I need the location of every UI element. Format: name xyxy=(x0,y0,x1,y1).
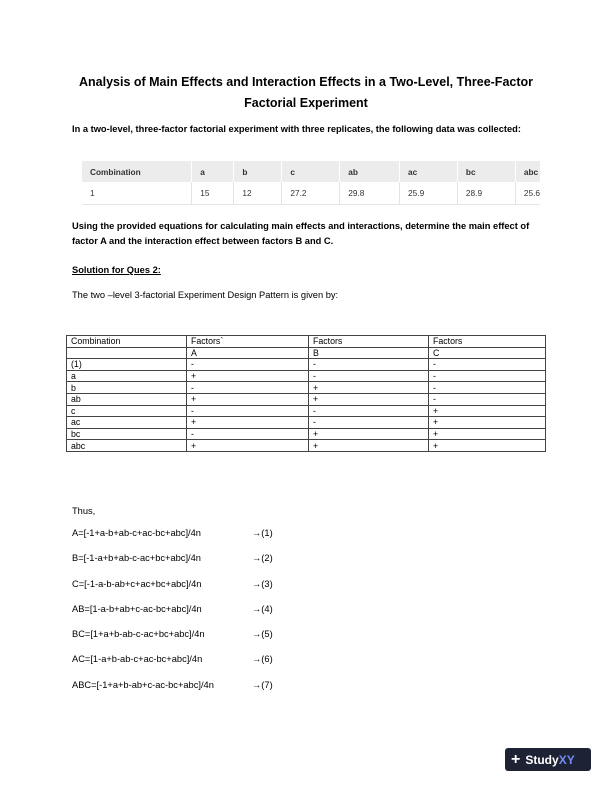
equation-text: BC=[1+a+b-ab-c-ac+bc+abc]/4n xyxy=(72,629,205,640)
design-table-row xyxy=(67,393,546,405)
design-table-cell: ac xyxy=(67,417,187,429)
design-table-cell: - xyxy=(309,405,429,417)
equation-ref: →(2) xyxy=(252,553,273,564)
design-table-cell: Factors` xyxy=(187,336,309,348)
design-table-row xyxy=(67,359,546,371)
equation-ref: →(4) xyxy=(252,603,273,614)
intro-text: In a two-level, three-factor factorial experiment with three replicates, the following data was collected: xyxy=(72,124,521,134)
thus-text: Thus, xyxy=(72,506,96,516)
design-table-cell: C xyxy=(429,347,546,359)
design-table-cell: (1) xyxy=(67,359,187,371)
equation-text: A=[-1+a-b+ab-c+ac-bc+abc]/4n xyxy=(72,528,201,538)
data-table-cell: 28.9 xyxy=(457,182,515,205)
design-table-cell: + xyxy=(309,393,429,405)
design-table-cell: + xyxy=(429,440,546,452)
studyxy-logo xyxy=(505,748,591,771)
design-table-cell: + xyxy=(309,440,429,452)
design-table-row xyxy=(67,417,546,429)
data-table-header: a xyxy=(192,161,234,182)
data-table-cell: 25.6 xyxy=(515,182,540,205)
equation-ref: →(7) xyxy=(252,679,273,690)
design-table-row xyxy=(67,405,546,417)
design-table-cell: - xyxy=(429,359,546,371)
equation-text: B=[-1-a+b+ab-c-ac+bc+abc]/4n xyxy=(72,553,201,564)
design-table-cell: + xyxy=(309,382,429,394)
design-table-cell: ab xyxy=(67,393,187,405)
data-table-header-row xyxy=(82,161,540,182)
equation-text: AB=[1-a-b+ab+c-ac-bc+abc]/4n xyxy=(72,603,202,614)
design-table-cell: - xyxy=(309,359,429,371)
design-table-cell: c xyxy=(67,405,187,417)
data-table-cell: 1 xyxy=(82,182,192,205)
data-table-cell: 25.9 xyxy=(400,182,458,205)
design-table-cell: - xyxy=(429,393,546,405)
design-table-cell: + xyxy=(429,405,546,417)
design-table-cell: + xyxy=(429,417,546,429)
design-intro-text: The two –level 3-factorial Experiment Design Pattern is given by: xyxy=(72,290,339,300)
design-table-cell: Combination xyxy=(67,336,187,348)
data-table-cell: 27.2 xyxy=(282,182,340,205)
equation-text: AC=[1-a+b-ab-c+ac-bc+abc]/4n xyxy=(72,654,203,665)
equation-text: ABC=[-1+a+b-ab+c-ac-bc+abc]/4n xyxy=(72,679,214,690)
design-table-cell: - xyxy=(309,417,429,429)
design-table-cell: + xyxy=(187,370,309,382)
design-table-row xyxy=(67,382,546,394)
design-table-cell: + xyxy=(187,393,309,405)
design-table-header-row xyxy=(67,336,546,348)
data-table-cell: 12 xyxy=(234,182,282,205)
design-table-cell: + xyxy=(309,428,429,440)
data-table-header: b xyxy=(234,161,282,182)
page-title: Analysis of Main Effects and Interaction Effects in a Two-Level, Three-Factor Factorial Experiment xyxy=(78,75,534,110)
design-table-cell: - xyxy=(429,370,546,382)
design-table-row xyxy=(67,370,546,382)
equation-ref: →(3) xyxy=(252,578,273,589)
data-table-cell: 29.8 xyxy=(340,182,400,205)
design-table-cell: bc xyxy=(67,428,187,440)
design-table-cell: A xyxy=(187,347,309,359)
logo-text: StudyXY xyxy=(525,752,575,767)
equation-text: C=[-1-a-b-ab+c+ac+bc+abc]/4n xyxy=(72,578,202,589)
design-table-cell: b xyxy=(67,382,187,394)
plus-icon: + xyxy=(511,750,521,768)
design-table-row xyxy=(67,428,546,440)
data-table-header: c xyxy=(282,161,340,182)
data-table-header: Combination xyxy=(82,161,192,182)
design-table-cell: - xyxy=(309,370,429,382)
solution-heading: Solution for Ques 2: xyxy=(72,265,161,275)
data-table-header: bc xyxy=(457,161,515,182)
data-table xyxy=(82,161,540,205)
design-table-cell: Factors xyxy=(429,336,546,348)
design-table-cell xyxy=(67,347,187,359)
data-table-header: abc xyxy=(515,161,540,182)
question-text: Using the provided equations for calculating main effects and interactions, determine the main effect of factor A and the interaction effect between factors B and C. xyxy=(72,221,530,246)
design-table-cell: - xyxy=(429,382,546,394)
design-table-cell: a xyxy=(67,370,187,382)
design-table-cell: + xyxy=(187,417,309,429)
equation-ref: →(1) xyxy=(252,528,273,538)
design-table-cell: + xyxy=(187,440,309,452)
design-table-row xyxy=(67,440,546,452)
design-table-cell: abc xyxy=(67,440,187,452)
design-pattern-table xyxy=(66,335,546,452)
data-table-header: ab xyxy=(340,161,400,182)
design-table-cell: - xyxy=(187,382,309,394)
equation-ref: →(5) xyxy=(252,629,273,640)
data-table-header: ac xyxy=(400,161,458,182)
design-table-cell: Factors xyxy=(309,336,429,348)
design-table-cell: - xyxy=(187,359,309,371)
equation-ref: →(6) xyxy=(252,654,273,665)
design-table-cell: - xyxy=(187,428,309,440)
data-table-cell: 15 xyxy=(192,182,234,205)
data-table-row xyxy=(82,182,540,205)
design-table-cell: + xyxy=(429,428,546,440)
design-table-cell: B xyxy=(309,347,429,359)
design-table-subheader-row xyxy=(67,347,546,359)
design-table-cell: - xyxy=(187,405,309,417)
